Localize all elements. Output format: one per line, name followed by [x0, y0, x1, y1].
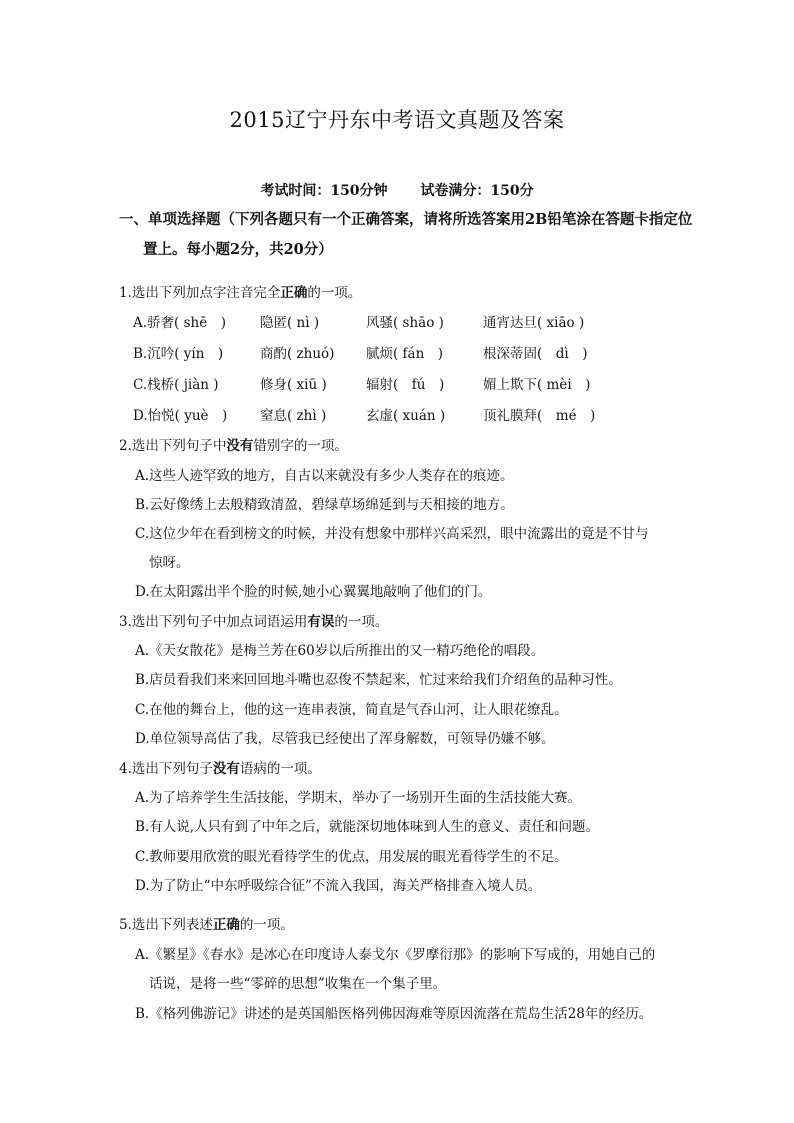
- q5-option-a-cont: 话说，是将一些“零碎的思想”收集在一个集子里。: [149, 976, 447, 992]
- q1-option-b2: 商酌( zhuó): [260, 346, 335, 362]
- question-1-stem: 1.选出下列加点字注音完全正确的一项。: [119, 285, 362, 301]
- q1-option-d3: 玄虚( xuán ): [366, 408, 446, 424]
- q3-option-c: C.在他的舞台上，他的这一连串表演，简直是气吞山河，让人眼花缭乱。: [135, 702, 568, 718]
- q2-option-c-cont: 惊呀。: [149, 555, 190, 571]
- q5-option-b: B.《格列佛游记》讲述的是英国船医格列佛因海难等原因流落在荒岛生活28年的经历。: [135, 1006, 653, 1022]
- question-5-stem: 5.选出下列表述正确的一项。: [119, 917, 294, 933]
- q1-option-b4: 根深蒂固( dì ): [483, 346, 588, 362]
- q1-option-c1: C.栈桥( jiàn ): [133, 377, 219, 393]
- q4-option-b: B.有人说,人只有到了中年之后，就能深切地体味到人生的意义、责任和问题。: [135, 819, 600, 835]
- q1-option-a3: 风骚( shāo ): [366, 315, 444, 331]
- q1-option-d2: 窒息( zhì ): [260, 408, 327, 424]
- q5-option-a: A.《繁星》《春水》是冰心在印度诗人泰戈尔《罗摩衍那》的影响下写成的，用她自己的: [135, 947, 656, 963]
- exam-meta: [0, 180, 794, 200]
- q1-option-d4: 顶礼膜拜( mé ): [483, 408, 596, 424]
- q1-option-d1: D.怡悦( yuè ): [133, 408, 228, 424]
- q3-option-b: B.店员看我们来来回回地斗嘴也忍俊不禁起来，忙过来给我们介绍鱼的品种习性。: [135, 672, 622, 688]
- q1-option-b3: 腻烦( fán ): [366, 346, 444, 362]
- q4-option-c: C.教师要用欣赏的眼光看待学生的优点，用发展的眼光看待学生的不足。: [135, 849, 568, 865]
- q3-option-a: A.《天女散花》是梅兰芳在60岁以后所推出的又一精巧绝伦的唱段。: [135, 643, 545, 659]
- exam-time: 考试时间：150分钟: [260, 183, 388, 199]
- q2-option-c: C.这位少年在看到榜文的时候，并没有想象中那样兴高采烈，眼中流露出的竟是不甘与: [135, 526, 649, 542]
- q1-option-a2: 隐匿( nì ): [260, 315, 320, 331]
- section-heading: [119, 205, 699, 265]
- question-3-stem: 3.选出下列句子中加点词语运用有误的一项。: [119, 614, 389, 630]
- q4-option-d: D.为了防止“中东呼吸综合征”不流入我国，海关严格排查入境人员。: [135, 878, 542, 894]
- question-2-stem: 2.选出下列句子中没有错别字的一项。: [119, 438, 348, 454]
- exam-score: 试卷满分：150分: [420, 183, 534, 199]
- q4-option-a: A.为了培养学生生活技能，学期末，举办了一场别开生面的生活技能大赛。: [135, 790, 582, 806]
- q1-option-a4: 通宵达旦( xiāo ): [483, 315, 585, 331]
- section-heading-line1: 一、单项选择题（下列各题只有一个正确答案，请将所选答案用2B铅笔涂在答题卡指定位: [119, 211, 693, 228]
- q2-option-a: A.这些人迹罕致的地方，自古以来就没有多少人类存在的痕迹。: [135, 468, 514, 484]
- section-heading-line2: 置上。每小题2分，共20分）: [143, 241, 333, 258]
- q2-option-b: B.云好像绣上去般精致清盈，碧绿草场绵延到与天相接的地方。: [135, 497, 514, 513]
- q1-option-a1: A.骄奢( shē ): [133, 315, 226, 331]
- q1-option-c3: 辐射( fú ): [366, 377, 445, 393]
- q2-option-d: D.在太阳露出半个脸的时候,她小心翼翼地敲响了他们的门。: [135, 584, 492, 600]
- q3-option-d: D.单位领导高估了我，尽管我已经使出了浑身解数，可领导仍嫌不够。: [135, 731, 555, 747]
- q1-option-b1: B.沉吟( yín ): [133, 346, 224, 362]
- question-4-stem: 4.选出下列句子没有语病的一项。: [119, 761, 321, 777]
- q1-option-c4: 媚上欺下( mèi ): [483, 377, 591, 393]
- q1-option-c2: 修身( xiū ): [260, 377, 327, 393]
- page-title: 2015辽宁丹东中考语文真题及答案: [229, 108, 565, 132]
